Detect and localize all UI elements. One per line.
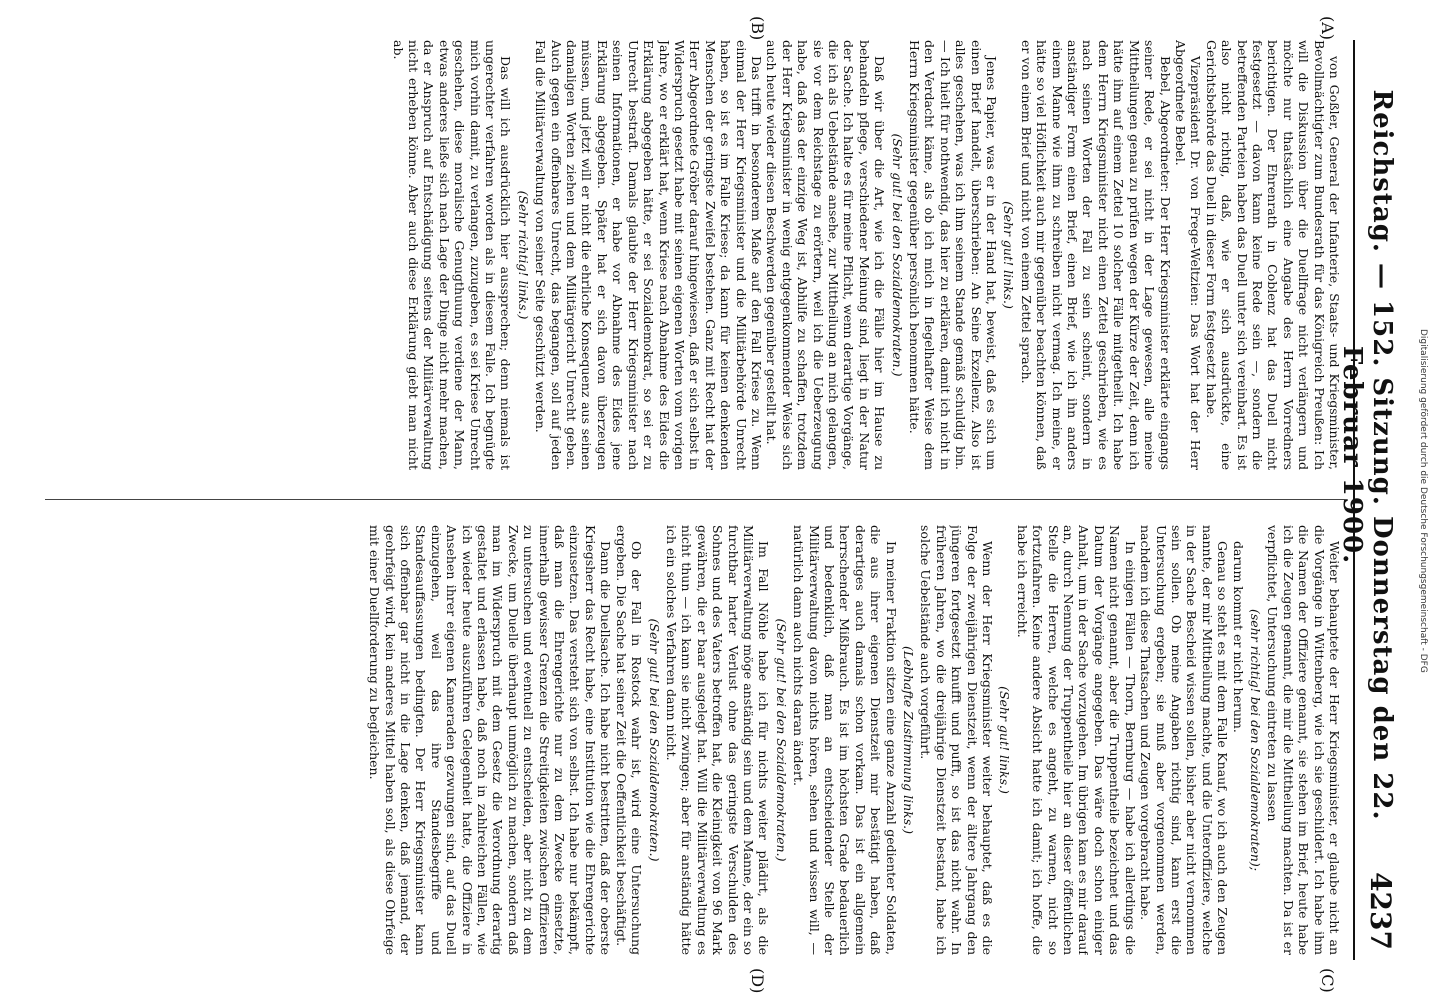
digitization-credit: Digitalisierung gefördert durch die Deutsche Forschungsgemeinschaft - DFG [1418,329,1428,673]
header-rule [1353,40,1355,960]
paragraph: Ob der Fall in Rostock wahr ist, wird eine Untersuchung ergeben. Die Sache hat seiner Zeit die Oeffentlichkeit beschäftigt. [613,525,645,955]
interjection: (Sehr gut! links.) [1001,201,1017,309]
right-column [42,525,1342,955]
margin-marker-a: (A) [1318,16,1337,41]
page-title: Reichstag. — 152. Sitzung. Donnerstag den 22. Februar 1900. [1337,89,1397,821]
page-number: 4237 [1364,872,1397,950]
paragraph: Bebel, Abgeordneter: Der Herr Kriegsminister erklärte eingangs seiner Rede, er sei nicht in der Lage gewesen, alle meine Mittheilungen genau zu prüfen wegen der Kürze der Zeit, denn ich hätte ihm auf einem Zettel 10 solcher Fälle mitgetheilt. Ich habe dem Herrn Kriegsminister nicht einen Zettel geschrieben, wie es nach seinen Worten der Fall zu sein scheint, sondern in anständiger Form einen Brief, einen Brief, wie ich ihn anders einem Manne wie ihm zu schreiben nicht vermag. Ich meine, er hätte so viel Höflichkeit auch mir gegenüber beachten können, daß er von einem Brief und nicht von einem Zettel sprach. [1018,40,1173,470]
paragraph: Weiter behauptete der Herr Kriegsminister, er glaube nicht an die Vorgänge in Wittenberg, wie ich sie geschildert. Ich habe ihm die Namen der Offiziere genannt, sie stehen im Brief, heute habe ich die Zeugen genannt, die mir die Mittheilung machten. Da ist er verpflichtet, Untersuchung eintreten zu lassen [1265,525,1342,955]
margin-marker-c: (C) [1318,968,1337,993]
paragraph: Im Fall Nöhle habe ich für nichts weiter plädirt, als die Militärverwaltung möge anständig sein und dem Manne, der ein so furchtbar harter Verlust ohne das geringste Verschulden des Sohnes und des Vaters betroffen hat, die Kleinigkeit von 96 Mark gewähren, die er baar ausgelegt hat. Will die Militärverwaltung es nicht thun — ich kann sie nicht zwingen; aber für anständig hätte ich ein solches Verfahren dann nicht. [663,525,772,955]
paragraph: Genau so steht es mit dem Falle Knauf, wo ich auch den Zeugen nannte, der mir Mittheilung machte, und die Unteroffiziere, welche in der Sache Bescheid wissen sollen, bisher aber nicht vernommen sein sollen. Ob meine Angaben richtig sind, kann erst die Untersuchung ergeben; sie muß aber vorgenommen werden, nachdem ich diese Thatsachen und Zeugen vorgebracht habe. [1138,525,1231,955]
paragraph: Wenn der Herr Kriegsminister weiter behauptet, daß es die Folge der zweijährigen Dienstzeit, wenn der ältere Jahrgang den jüngeren fortgesetzt knufft und pufft, so ist das nicht wahr. In früheren Jahren, wo die dreijährige Dienstzeit bestand, habe ich solche Uebelstände auch vorgeführt. [918,525,996,955]
paragraph: Daß wir über die Art, wie ich die Fälle hier im Hause zu behandeln pflege, verschiedener Meinung sind, liegt in der Natur der Sache. Ich halte es für meine Pflicht, wenn derartige Vorgänge, die ich als Uebelstände ansehe, zur Mittheilung an mich gelangen, sie vor dem Reichstage zu erörtern, weil ich die Ueberzeugung habe, daß das der einzige Weg ist, Abhilfe zu schaffen, trotzdem der Herr Kriegsminister in wenig entgegenkommender Weise sich auch heute wieder diesen Beschwerden gegenüber gestellt hat. [764,40,888,470]
paragraph: Vizepräsident Dr. von Frege-Weltzien: Das Wort hat der Herr Abgeordnete Bebel. [1172,40,1204,470]
paragraph: von Goßler, General der Infanterie, Staats- und Kriegsminister, Bevollmächtigter zum Bundesrath für das Königreich Preußen: Ich will die Diskussion über die Duellfrage nicht verlängern und möchte nur thatsächlich eine Angabe des Herrn Vorredners berichtigen. Der Ehrenrath in Coblenz hat das Duell nicht festgesetzt — davon kann keine Rede sein —, sondern die betreffenden Parteien haben das Duell unter sich vereinbart. Es ist also nicht richtig, daß, wie er sich ausdrückte, eine Gerichtsbehörde das Duell in dieser Form festgesetzt habe. [1203,40,1342,470]
running-head [1337,40,1397,950]
paragraph: Das will ich ausdrücklich hier aussprechen; denn niemals ist ungerechter verfahren worden als in diesem Falle. Ich begnügte mich vorhin damit, zu verlangen, zuzugeben, es sei Kriese Unrecht geschehen, diese moralische Genugthuung verdiene der Mann, etwas anderes ließe sich nach Lage der Dinge nicht mehr machen, da er Anspruch auf Entschädigung seitens der Militärverwaltung nicht erheben könne. Aber auch diese Erklärung giebt man nicht ab. [390,40,514,470]
document-page [17,16,1417,994]
interjection: (Sehr gut! links.) [997,686,1013,794]
column-divider [45,499,1345,500]
interjection: (Lebhafte Zustimmung links.) [901,646,917,834]
interjection: (sehr richtig! bei den Sozialdemokraten); [1247,609,1263,871]
left-column [42,40,1342,470]
paragraph: In einigen Fällen — Thorn, Bernburg — habe ich allerdings die Namen nicht genannt, aber die Truppentheile bezeichnet und das Datum der Vorgänge angegeben. Das wäre doch schon einiger Anhalt, um in der Sache vorzugehen. Im übrigen kam es mir darauf an, durch Nennung der Truppentheile hier an dieser öffentlichen Stelle die Herren, welche es angeht, zu warnen, nicht so fortzufahren. Keine andere Absicht hatte ich damit; ich hoffe, die habe ich erreicht. [1014,525,1138,955]
interjection: (Sehr gut! bei den Sozialdemokraten.) [773,618,789,862]
paragraph: In meiner Fraktion sitzen eine ganze Anzahl gedienter Soldaten, die aus ihrer eigenen Dienstzeit mir bestätigt haben, daß derartiges auch damals schon vorkam. Das ist ein allgemein herrschender Mißbrauch. Es ist im höchsten Grade bedauerlich und bedenklich, daß man an entscheidender Stelle der Militärverwaltung davon nichts hören, sehen und wissen will, — natürlich dann auch nichts daran ändert. [791,525,899,955]
paragraph: Jenes Papier, was er in der Hand hat, beweist, daß es sich um einen Brief handelt, überschrieben: An Seine Exzellenz. Also ist alles geschehen, was ich ihm seinem Stande gemäß schuldig bin. — Ich hielt für nothwendig, das hier zu erklären, damit ich nicht in den Verdacht käme, als ob ich mich in flegelhafter Weise dem Herrn Kriegsminister gegenüber persönlich benommen hätte. [907,40,1000,470]
margin-marker-d: (D) [748,968,767,994]
interjection: (Sehr gut! bei den Sozialdemokraten.) [646,618,662,862]
paragraph: darum kommt er nicht herum. [1230,541,1246,733]
interjection: (Sehr gut! bei den Sozialdemokraten.) [889,133,905,377]
paragraph: Dann die Duellsache. Ich habe nicht bestritten, daß der oberste Kriegsherr das Recht habe, eine Institution wie die Ehrengerichte einzusetzen. Das versteht sich von selbst. Ich habe nur bekämpft, daß man die Ehrengerichte nur zu dem Zwecke einsetzte, innerhalb gewisser Grenzen die Streitigkeiten zwischen Offizieren zu untersuchen und eventuell zu entscheiden, aber nicht zu dem Zwecke, um Duelle überhaupt unmöglich zu machen, sondern daß man im Widerspruch mit dem Gesetz die Verordnung derartig gestaltet und erlassen habe, daß noch in zahlreichen Fällen, wie ich wieder heute auszuführen Gelegenheit hatte, die Offiziere in Ansehen ihrer eigenen Kameraden gezwungen sind, auf das Duell einzugehen, weil das ihre Standesbegriffe und Standesauffassungen bedingten. Der Herr Kriegsminister kann sich offenbar gar nicht in die Lage denken, daß jemand, der geohrfeigt wird, kein anderes Mittel haben soll, als diese Ohrfeige mit einer Duellforderung zu begleichen. [367,525,614,955]
margin-marker-b: (B) [748,16,767,41]
interjection: (Sehr richtig! links.) [515,190,531,320]
paragraph: Das trifft in besonderem Maße auf den Fall Kriese zu. Wenn einmal der Herr Kriegsminister und die Militärbehörde Unrecht haben, so ist es im Falle Kriese; da kann für keinen denkenden Menschen der geringste Zweifel bestehen. Ganz mit Recht hat der Herr Abgeordnete Gröber darauf hingewiesen, daß er sich selbst in Widerspruch gesetzt habe mit seinen eigenen Worten vom vorigen Jahre, wo er erklärt hat, wenn Kriese nach Abnahme des Eides die Erklärung abgegeben hätte, er sei Sozialdemokrat, so sei er zu Unrecht bestraft. Damals glaubte der Herr Kriegsminister nach seinen Informationen, er habe vor Abnahme des Eides jene Erklärung abgegeben. Später hat er sich davon überzeugen müssen, und jetzt will er nicht die ehrliche Konsequenz aus seinen damaligen Worten ziehen und dem Militärgericht Unrecht geben. Auch gegen ein offenbares Unrecht, das begangen, soll auf jeden Fall die Militärverwaltung von seiner Seite geschützt werden. [533,40,764,470]
